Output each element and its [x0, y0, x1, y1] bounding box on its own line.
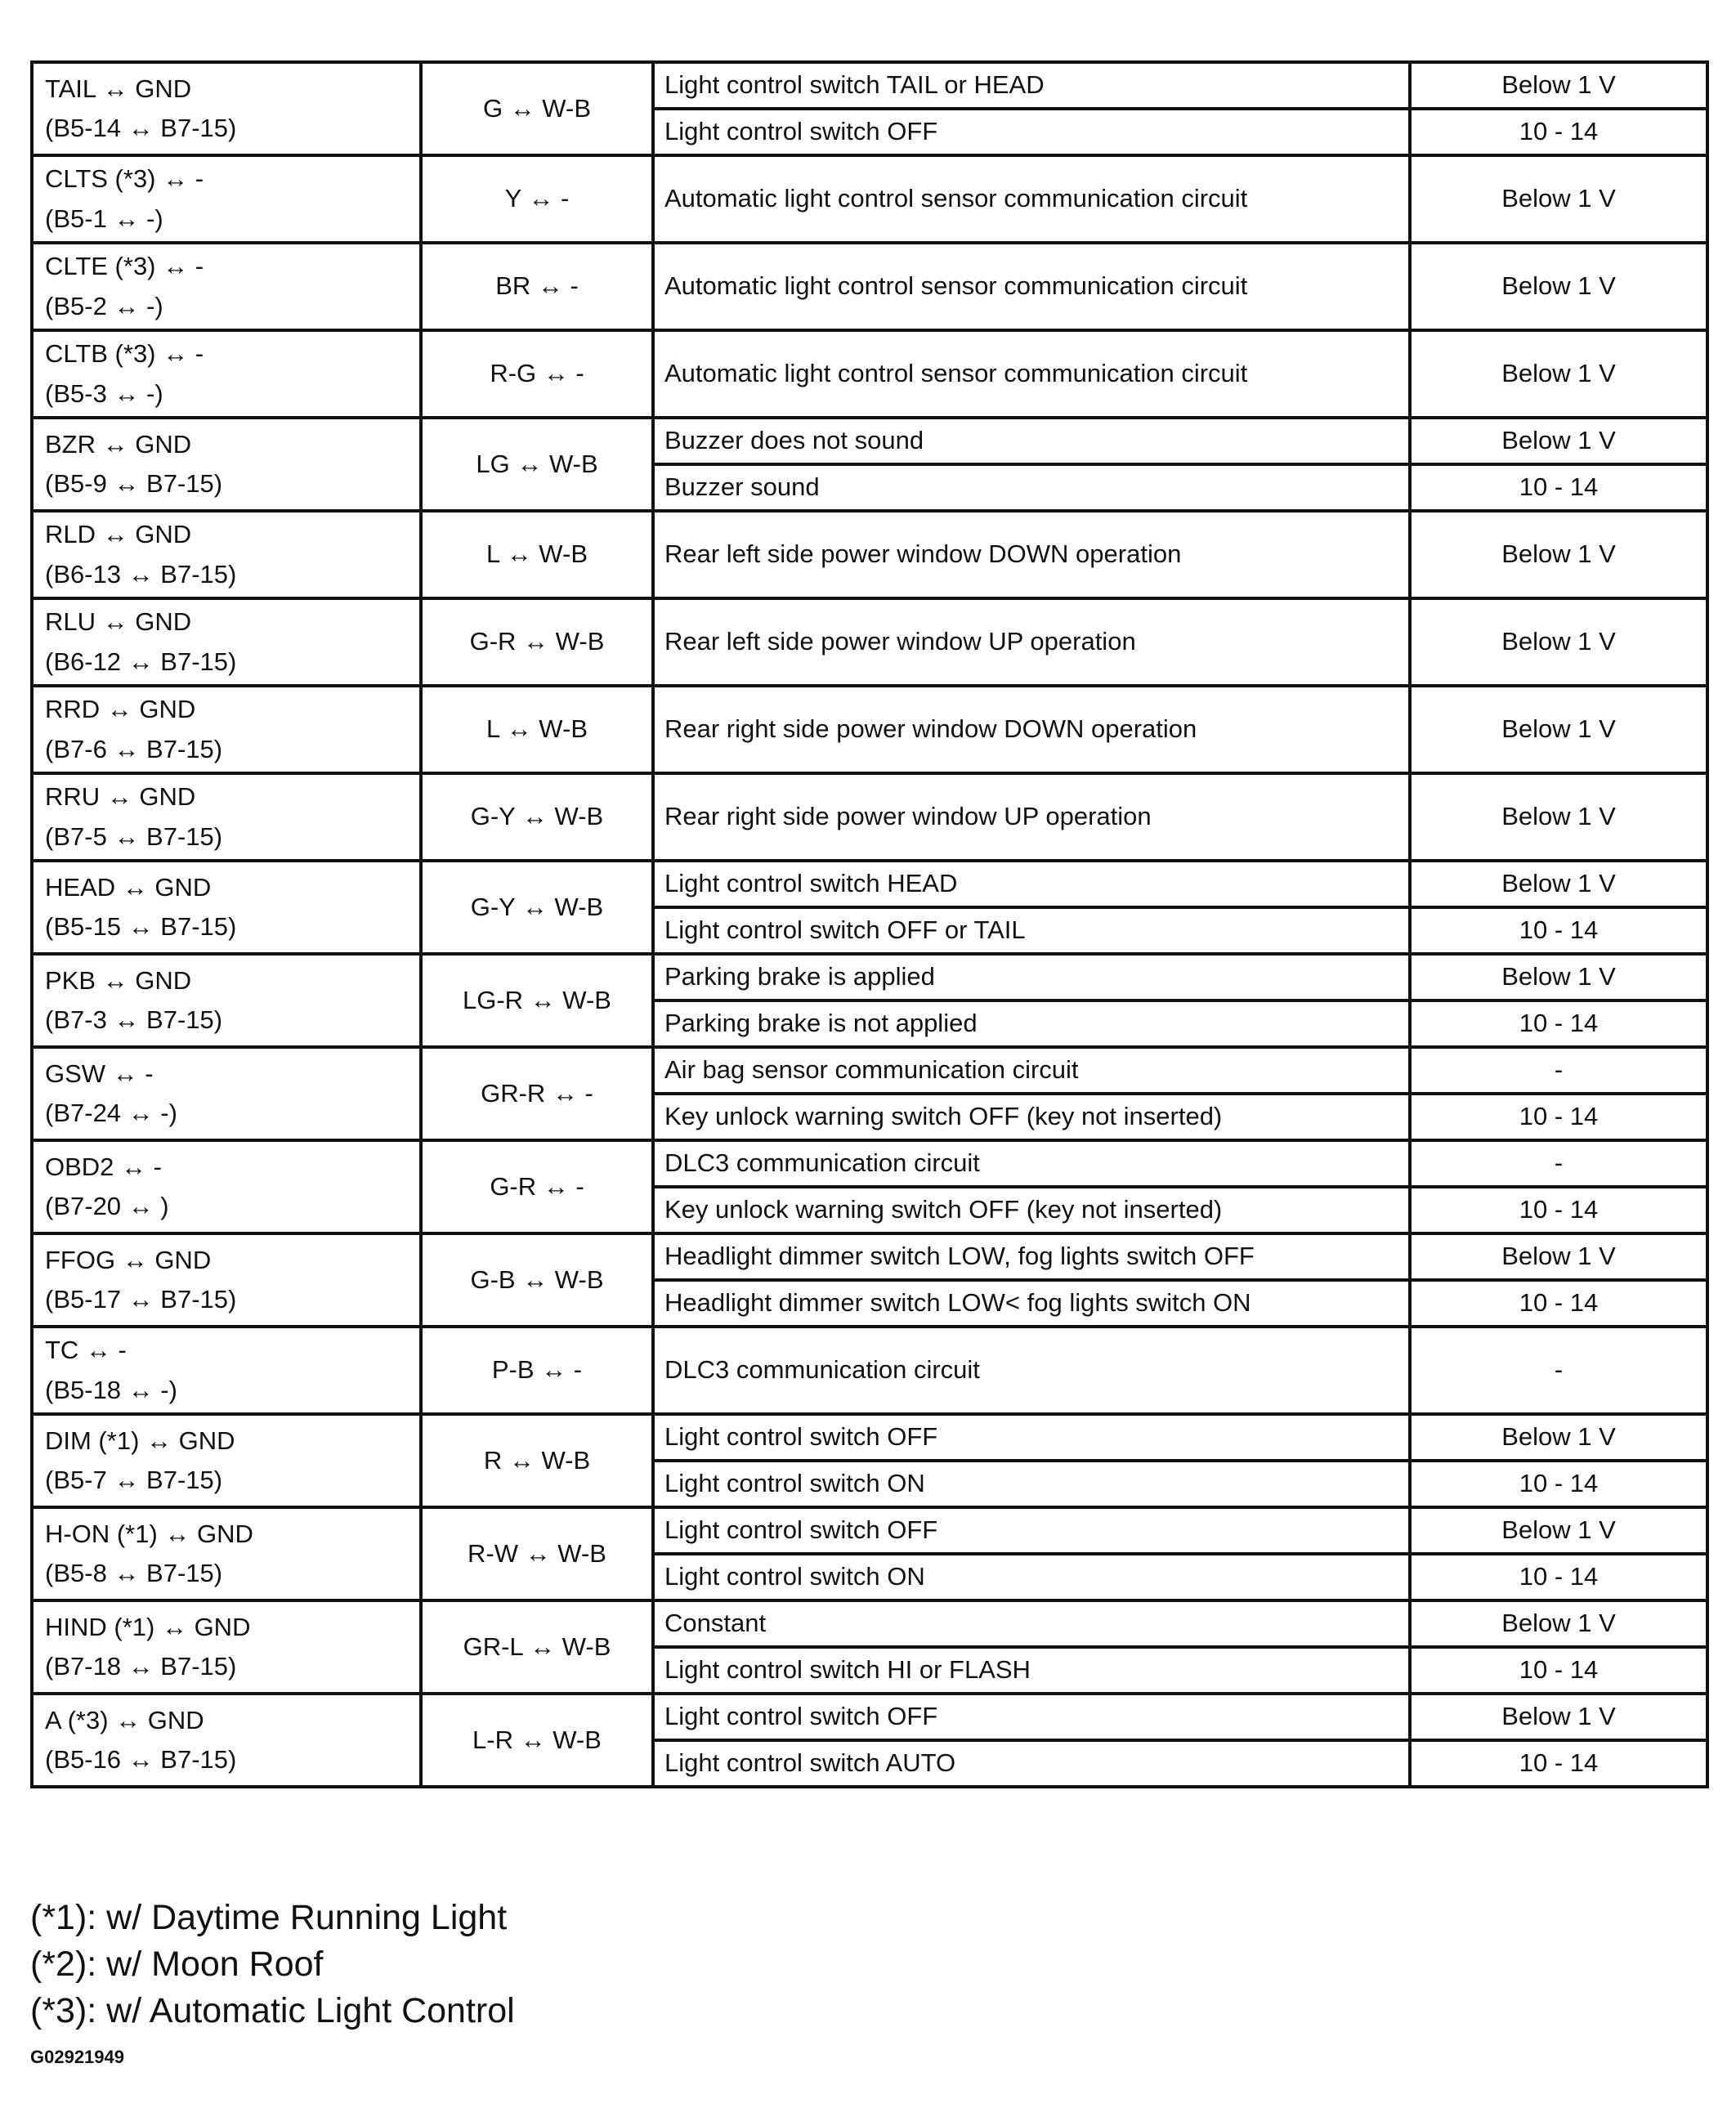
terminal-cell	[32, 511, 421, 598]
terminal-name: RLU ↔ GND	[45, 607, 192, 637]
terminal-name: TC ↔ -	[45, 1336, 127, 1365]
condition-cell: Light control switch ON	[653, 1554, 1410, 1600]
terminal-pins: (B7-5 ↔ B7-15)	[45, 821, 223, 851]
condition-cell: DLC3 communication circuit	[653, 1140, 1410, 1187]
condition-cell: Rear right side power window UP operation	[653, 773, 1410, 861]
specified-condition-cell: Below 1 V	[1410, 861, 1707, 907]
condition-cell: Buzzer sound	[653, 464, 1410, 511]
terminal-cell	[32, 954, 421, 1047]
specified-condition-cell: 10 - 14	[1410, 907, 1707, 954]
condition-cell: Headlight dimmer switch LOW< fog lights switch ON	[653, 1280, 1410, 1327]
table-row	[32, 686, 1707, 773]
terminal-pins: (B7-20 ↔ )	[45, 1192, 169, 1220]
specified-condition-cell: Below 1 V	[1410, 62, 1707, 109]
wiring-color-cell: G-Y ↔ W-B	[421, 861, 653, 954]
wiring-color-cell: G-R ↔ -	[421, 1140, 653, 1233]
wiring-color-cell: GR-R ↔ -	[421, 1047, 653, 1140]
condition-cell: Automatic light control sensor communication circuit	[653, 330, 1410, 418]
specified-condition-cell: 10 - 14	[1410, 1094, 1707, 1140]
terminal-name: FFOG ↔ GND	[45, 1245, 212, 1274]
specified-condition-cell: Below 1 V	[1410, 155, 1707, 243]
terminal-cell	[32, 1507, 421, 1600]
specified-condition-cell: 10 - 14	[1410, 1461, 1707, 1507]
terminal-name: CLTB (*3) ↔ -	[45, 339, 204, 369]
specified-condition-cell: Below 1 V	[1410, 1233, 1707, 1280]
condition-cell: Rear left side power window UP operation	[653, 598, 1410, 686]
table-body	[32, 62, 1707, 1787]
wiring-color-cell: LG-R ↔ W-B	[421, 954, 653, 1047]
specified-condition-cell: 10 - 14	[1410, 1280, 1707, 1327]
table-row	[32, 1694, 1707, 1740]
wiring-color-cell: G-Y ↔ W-B	[421, 773, 653, 861]
condition-cell: Constant	[653, 1600, 1410, 1647]
specified-condition-cell: 10 - 14	[1410, 1740, 1707, 1787]
specified-condition-cell: Below 1 V	[1410, 773, 1707, 861]
specified-condition-cell: Below 1 V	[1410, 1694, 1707, 1740]
terminal-name: PKB ↔ GND	[45, 965, 192, 995]
condition-cell: Light control switch HEAD	[653, 861, 1410, 907]
terminal-cell	[32, 598, 421, 686]
condition-cell: Light control switch HI or FLASH	[653, 1647, 1410, 1694]
terminal-cell	[32, 155, 421, 243]
condition-cell: Light control switch ON	[653, 1461, 1410, 1507]
terminal-name: HIND (*1) ↔ GND	[45, 1612, 251, 1641]
specified-condition-cell: Below 1 V	[1410, 243, 1707, 330]
terminal-cell	[32, 62, 421, 155]
table-row	[32, 954, 1707, 1000]
table-row	[32, 773, 1707, 861]
specified-condition-cell: Below 1 V	[1410, 1600, 1707, 1647]
table-row	[32, 243, 1707, 330]
wiring-color-cell: L ↔ W-B	[421, 686, 653, 773]
terminal-cell	[32, 1047, 421, 1140]
terminal-cell	[32, 1233, 421, 1327]
terminal-name: TAIL ↔ GND	[45, 74, 192, 103]
condition-cell: Light control switch OFF or TAIL	[653, 907, 1410, 954]
table-row	[32, 330, 1707, 418]
terminal-name: RRU ↔ GND	[45, 782, 196, 812]
terminal-name: CLTS (*3) ↔ -	[45, 164, 204, 194]
wiring-color-cell: L-R ↔ W-B	[421, 1694, 653, 1787]
terminal-cell	[32, 243, 421, 330]
table-row	[32, 861, 1707, 907]
terminal-cell	[32, 861, 421, 954]
terminal-pins: (B7-3 ↔ B7-15)	[45, 1005, 223, 1034]
terminal-pins: (B5-17 ↔ B7-15)	[45, 1285, 237, 1314]
terminal-cell	[32, 1600, 421, 1694]
terminal-cell	[32, 1327, 421, 1414]
specified-condition-cell: 10 - 14	[1410, 1647, 1707, 1694]
footnote-3: (*3): w/ Automatic Light Control	[30, 1991, 515, 2030]
condition-cell: Light control switch OFF	[653, 1414, 1410, 1461]
terminal-cell	[32, 686, 421, 773]
terminal-pins: (B5-8 ↔ B7-15)	[45, 1559, 223, 1587]
terminal-name: CLTE (*3) ↔ -	[45, 252, 204, 281]
terminal-name: HEAD ↔ GND	[45, 872, 212, 902]
wiring-color-cell: R-G ↔ -	[421, 330, 653, 418]
table-row	[32, 1507, 1707, 1554]
table-row	[32, 1047, 1707, 1094]
table-row	[32, 418, 1707, 464]
terminal-pins: (B6-12 ↔ B7-15)	[45, 647, 237, 676]
specified-condition-cell: -	[1410, 1047, 1707, 1094]
condition-cell: Light control switch OFF	[653, 1694, 1410, 1740]
table-row	[32, 1414, 1707, 1461]
terminal-name: RLD ↔ GND	[45, 520, 192, 549]
wiring-color-cell: BR ↔ -	[421, 243, 653, 330]
terminal-pins: (B5-16 ↔ B7-15)	[45, 1745, 237, 1774]
table-row	[32, 1233, 1707, 1280]
table-row	[32, 1327, 1707, 1414]
condition-cell: Buzzer does not sound	[653, 418, 1410, 464]
wiring-color-cell: G-B ↔ W-B	[421, 1233, 653, 1327]
specified-condition-cell: Below 1 V	[1410, 1414, 1707, 1461]
condition-cell: Rear right side power window DOWN operation	[653, 686, 1410, 773]
condition-cell: Parking brake is not applied	[653, 1000, 1410, 1047]
condition-cell: Light control switch OFF	[653, 1507, 1410, 1554]
terminal-cell	[32, 1694, 421, 1787]
terminal-pins: (B5-14 ↔ B7-15)	[45, 114, 237, 142]
terminal-cell	[32, 330, 421, 418]
condition-cell: Automatic light control sensor communication circuit	[653, 155, 1410, 243]
specified-condition-cell: 10 - 14	[1410, 1187, 1707, 1233]
terminal-pins: (B5-2 ↔ -)	[45, 291, 163, 320]
figure-id: G02921949	[30, 2047, 124, 2067]
terminal-name: GSW ↔ -	[45, 1059, 154, 1088]
terminal-name: BZR ↔ GND	[45, 429, 192, 459]
specified-condition-cell: Below 1 V	[1410, 511, 1707, 598]
terminal-pins: (B7-18 ↔ B7-15)	[45, 1652, 237, 1681]
specified-condition-cell: Below 1 V	[1410, 954, 1707, 1000]
wiring-color-cell: P-B ↔ -	[421, 1327, 653, 1414]
terminal-cell	[32, 1140, 421, 1233]
condition-cell: Headlight dimmer switch LOW, fog lights switch OFF	[653, 1233, 1410, 1280]
wiring-color-cell: Y ↔ -	[421, 155, 653, 243]
specified-condition-cell: 10 - 14	[1410, 1554, 1707, 1600]
table-row	[32, 1600, 1707, 1647]
wiring-color-cell: R ↔ W-B	[421, 1414, 653, 1507]
terminal-pins: (B5-1 ↔ -)	[45, 204, 163, 233]
table-row	[32, 511, 1707, 598]
condition-cell: Key unlock warning switch OFF (key not inserted)	[653, 1094, 1410, 1140]
condition-cell: DLC3 communication circuit	[653, 1327, 1410, 1414]
wiring-color-cell: GR-L ↔ W-B	[421, 1600, 653, 1694]
wiring-color-cell: G-R ↔ W-B	[421, 598, 653, 686]
terminal-table	[30, 60, 1709, 1788]
table-row	[32, 598, 1707, 686]
footnote-1: (*1): w/ Daytime Running Light	[30, 1898, 508, 1937]
condition-cell: Automatic light control sensor communication circuit	[653, 243, 1410, 330]
wiring-color-cell: L ↔ W-B	[421, 511, 653, 598]
terminal-pins: (B5-3 ↔ -)	[45, 378, 163, 408]
wiring-color-cell: LG ↔ W-B	[421, 418, 653, 511]
terminal-name: A (*3) ↔ GND	[45, 1705, 204, 1734]
terminal-name: H-ON (*1) ↔ GND	[45, 1519, 253, 1548]
wiring-color-cell: G ↔ W-B	[421, 62, 653, 155]
terminal-name: OBD2 ↔ -	[45, 1152, 162, 1181]
specified-condition-cell: 10 - 14	[1410, 464, 1707, 511]
condition-cell: Light control switch AUTO	[653, 1740, 1410, 1787]
specified-condition-cell: Below 1 V	[1410, 686, 1707, 773]
specified-condition-cell: -	[1410, 1327, 1707, 1414]
terminal-pins: (B5-18 ↔ -)	[45, 1375, 177, 1404]
terminal-pins: (B5-15 ↔ B7-15)	[45, 912, 237, 941]
condition-cell: Parking brake is applied	[653, 954, 1410, 1000]
terminal-pins: (B7-6 ↔ B7-15)	[45, 734, 223, 763]
terminal-cell	[32, 773, 421, 861]
condition-cell: Light control switch TAIL or HEAD	[653, 62, 1410, 109]
specified-condition-cell: 10 - 14	[1410, 109, 1707, 155]
specified-condition-cell: Below 1 V	[1410, 598, 1707, 686]
table-row	[32, 155, 1707, 243]
condition-cell: Air bag sensor communication circuit	[653, 1047, 1410, 1094]
specified-condition-cell: 10 - 14	[1410, 1000, 1707, 1047]
terminal-pins: (B6-13 ↔ B7-15)	[45, 559, 237, 589]
table-row	[32, 1140, 1707, 1187]
table-row	[32, 62, 1707, 109]
specified-condition-cell: Below 1 V	[1410, 1507, 1707, 1554]
footnotes	[30, 1895, 515, 2034]
wiring-color-cell: R-W ↔ W-B	[421, 1507, 653, 1600]
specified-condition-cell: Below 1 V	[1410, 418, 1707, 464]
condition-cell: Rear left side power window DOWN operation	[653, 511, 1410, 598]
terminal-pins: (B5-9 ↔ B7-15)	[45, 469, 223, 498]
terminal-name: RRD ↔ GND	[45, 695, 196, 724]
footnote-2: (*2): w/ Moon Roof	[30, 1945, 324, 1984]
condition-cell: Light control switch OFF	[653, 109, 1410, 155]
terminal-pins: (B5-7 ↔ B7-15)	[45, 1466, 223, 1494]
terminal-name: DIM (*1) ↔ GND	[45, 1426, 235, 1455]
specified-condition-cell: -	[1410, 1140, 1707, 1187]
specified-condition-cell: Below 1 V	[1410, 330, 1707, 418]
condition-cell: Key unlock warning switch OFF (key not inserted)	[653, 1187, 1410, 1233]
terminal-cell	[32, 418, 421, 511]
terminal-pins: (B7-24 ↔ -)	[45, 1099, 177, 1127]
terminal-cell	[32, 1414, 421, 1507]
